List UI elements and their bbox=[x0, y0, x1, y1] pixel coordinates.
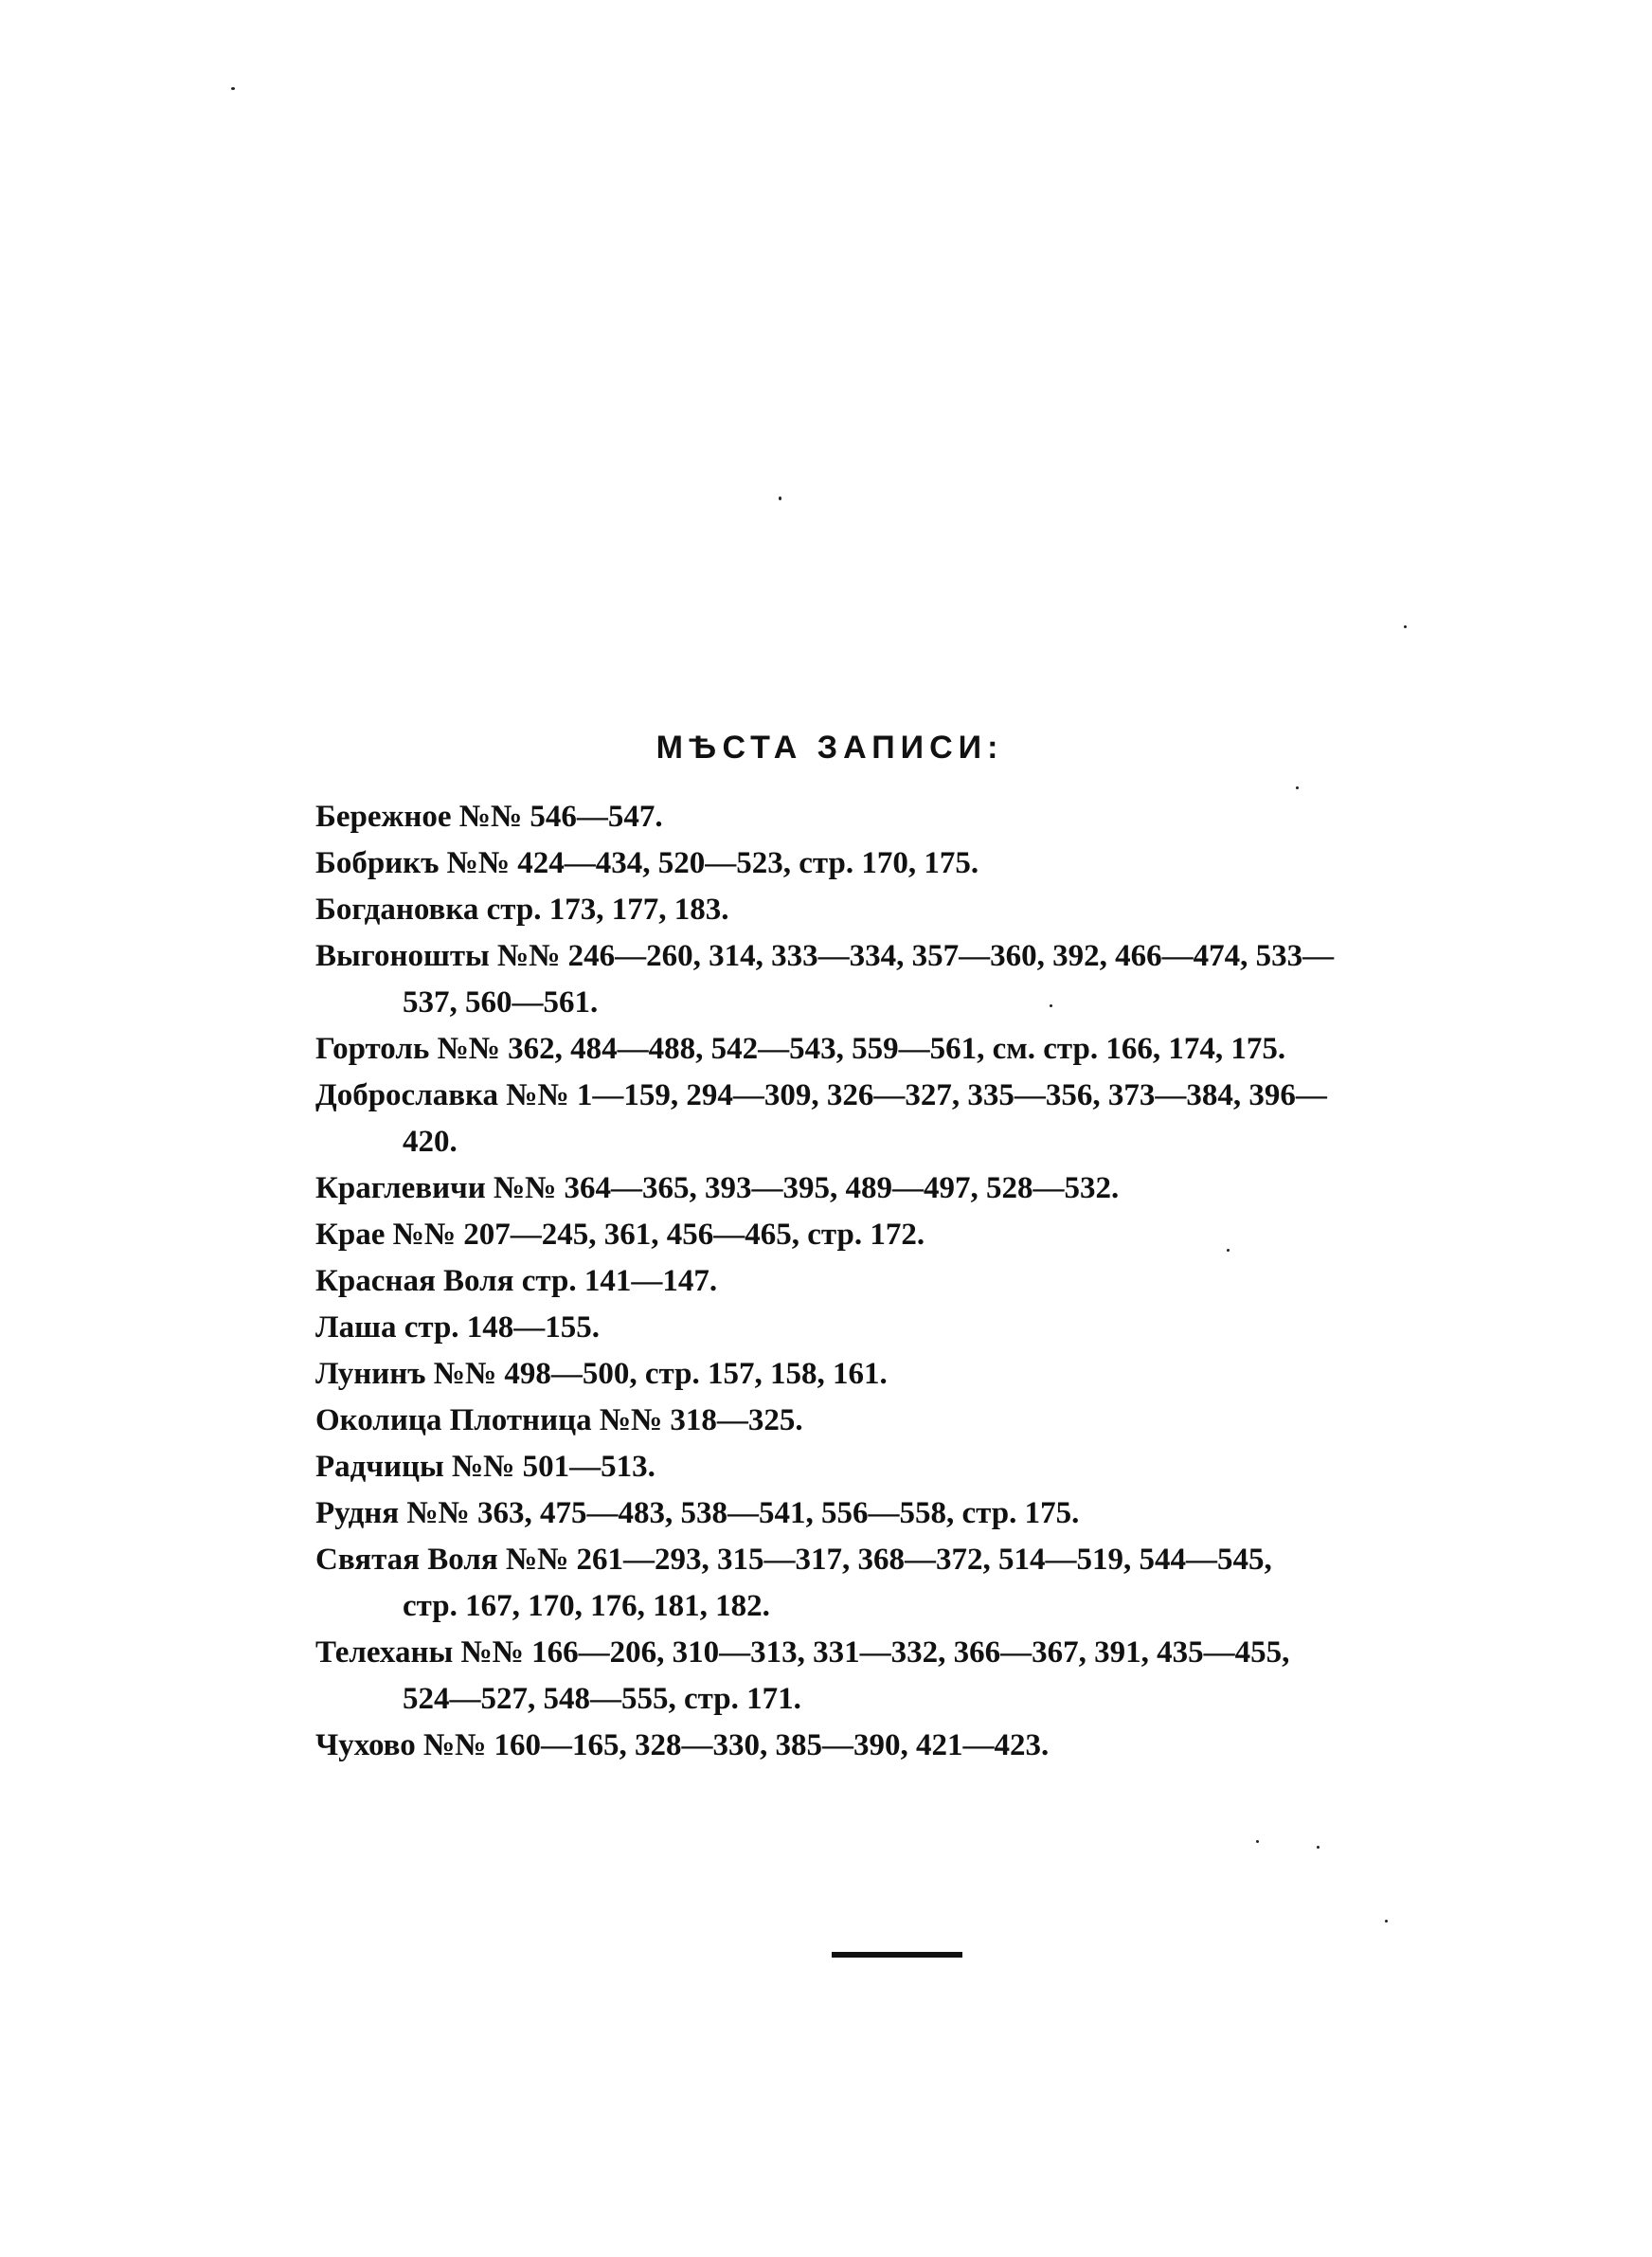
scan-speck bbox=[1404, 625, 1407, 628]
scan-speck bbox=[1385, 1920, 1388, 1923]
scan-speck bbox=[1296, 786, 1299, 789]
entry-text: Краглевичи №№ 364—365, 393—395, 489—497, 528—532. bbox=[315, 1171, 1120, 1205]
index-entry bbox=[315, 840, 1490, 887]
index-entry bbox=[315, 1073, 1490, 1165]
entry-text: Околица Плотница №№ 318—325. bbox=[315, 1403, 803, 1437]
entry-text: Рудня №№ 363, 475—483, 538—541, 556—558, стр. 175. bbox=[315, 1496, 1080, 1530]
index-entry bbox=[315, 1351, 1490, 1398]
scan-speck bbox=[779, 497, 781, 500]
index-entry bbox=[315, 1398, 1490, 1444]
index-entry bbox=[315, 1212, 1490, 1258]
scan-speck bbox=[1317, 1846, 1320, 1849]
entry-continuation: 420. bbox=[403, 1125, 458, 1159]
entry-text: Богдановка стр. 173, 177, 183. bbox=[315, 893, 729, 927]
index-entry bbox=[315, 933, 1490, 1026]
entry-text: Лаша стр. 148—155. bbox=[315, 1310, 601, 1345]
entry-text: Выгоношты №№ 246—260, 314, 333—334, 357—360, 392, 466—474, 533— bbox=[315, 939, 1335, 973]
closing-rule bbox=[832, 1952, 962, 1958]
index-entry bbox=[315, 1258, 1490, 1305]
entry-text: Лунинъ №№ 498—500, стр. 157, 158, 161. bbox=[315, 1357, 888, 1391]
entry-continuation: 537, 560—561. bbox=[403, 985, 599, 1020]
index-entry bbox=[315, 1490, 1490, 1537]
scan-speck bbox=[1256, 1840, 1259, 1843]
entry-continuation: стр. 167, 170, 176, 181, 182. bbox=[403, 1589, 770, 1623]
index-entry bbox=[315, 887, 1490, 933]
index-entry bbox=[315, 1026, 1490, 1073]
index-entry bbox=[315, 1723, 1490, 1769]
index-entry bbox=[315, 1537, 1490, 1630]
index-entry bbox=[315, 794, 1490, 840]
entry-text: Гортоль №№ 362, 484—488, 542—543, 559—561, см. стр. 166, 174, 175. bbox=[315, 1032, 1286, 1066]
entry-text: Крае №№ 207—245, 361, 456—465, стр. 172. bbox=[315, 1218, 925, 1252]
entry-text: Радчицы №№ 501—513. bbox=[315, 1450, 655, 1484]
index-entry bbox=[315, 1630, 1490, 1723]
entry-text: Телеханы №№ 166—206, 310—313, 331—332, 366—367, 391, 435—455, bbox=[315, 1635, 1290, 1670]
index-entry bbox=[315, 1444, 1490, 1490]
index-entry bbox=[315, 1165, 1490, 1212]
entry-text: Красная Воля стр. 141—147. bbox=[315, 1264, 718, 1298]
entry-text: Святая Воля №№ 261—293, 315—317, 368—372, 514—519, 544—545, bbox=[315, 1543, 1272, 1577]
page-heading: МѢСТА ЗАПИСИ: bbox=[655, 730, 1004, 766]
entry-text: Бережное №№ 546—547. bbox=[315, 800, 663, 834]
entry-text: Доброславка №№ 1—159, 294—309, 326—327, 335—356, 373—384, 396— bbox=[315, 1078, 1327, 1112]
entry-text: Бобрикъ №№ 424—434, 520—523, стр. 170, 175. bbox=[315, 846, 979, 880]
scan-speck bbox=[231, 87, 235, 90]
places-index-list bbox=[315, 794, 1490, 1769]
entry-continuation: 524—527, 548—555, стр. 171. bbox=[403, 1682, 801, 1716]
entry-text: Чухово №№ 160—165, 328—330, 385—390, 421—423. bbox=[315, 1728, 1050, 1762]
index-entry bbox=[315, 1305, 1490, 1351]
